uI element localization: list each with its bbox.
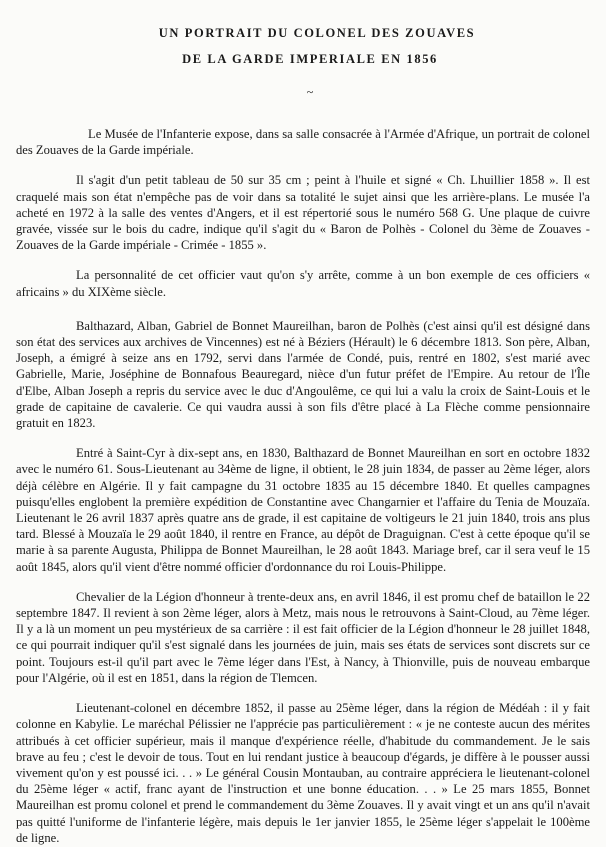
title-ornament: ~ bbox=[306, 85, 314, 99]
paragraph-early-career: Entré à Saint-Cyr à dix-sept ans, en 1830, Balthazard de Bonnet Maureilhan en sort en octobre 1832 avec le numéro 61. Sous-Lieutenant au 34ème de ligne, il obtient, le 28 juin 1834, de passer au 2ème léger, alors déjà célèbre en Algérie. Il y fait campagne du 31 octobre 1835 au 15 décembre 1840. Et quelles campagnes puisqu'elles englobent la première expédition de Constantine avec Changarnier et l'affaire du Tenia de Mouzaïa. Lieutenant le 26 avril 1837 après quatre ans de grade, il est capitaine de voltigeurs le 21 juin 1840, trois ans plus tard. Blessé à Mouzaïa le 29 août 1840, il rentre en France, au dépôt de Draguignan. C'est à cette époque qu'il se marie à sa parente Augusta, Philippa de Bonnet Maureilhan, le 28 août 1843. Mariage bref, car il sera veuf le 15 août 1845, alors qu'il vient d'être nommé officier d'ordonnance du roi Louis-Philippe. bbox=[16, 446, 590, 574]
document-subtitle: DE LA GARDE IMPERIALE EN 1856 bbox=[182, 52, 438, 66]
paragraph-painting: Il s'agit d'un petit tableau de 50 sur 35 cm ; peint à l'huile et signé « Ch. Lhuillier 1858 ». Il est craquelé mais son état n'empêche pas de voir dans sa totalité le sujet ainsi que les arrière-plans. Le musée l'a acheté en 1972 à la salle des ventes d'Angers, et il est répertorié sous le numéro 568 G. Une plaque de cuivre gravée, vissée sur le bois du cadre, indique qu'il s'agit du « Baron de Polhès - Colonel du 3ème de Zouaves - Zouaves de la Garde impériale - Crimée - 1855 ». bbox=[16, 173, 590, 253]
paragraph-personality: La personnalité de cet officier vaut qu'on s'y arrête, comme à un bon exemple de ces officiers « africains » du XIXème siècle. bbox=[16, 268, 590, 299]
paragraph-origins: Balthazard, Alban, Gabriel de Bonnet Maureilhan, baron de Polhès (c'est ainsi qu'il est désigné dans son état des services aux archives de Vincennes) est né à Béziers (Hérault) le 6 décembre 1813. Son père, Alban, Joseph, a émigré à seize ans en 1792, servi dans l'armée de Condé, puis, rentré en 1802, s'est marié avec Gabrielle, Marie, Joséphine de Bonnafous Beauregard, nièce d'un futur préfet de l'Empire. Au retour de l'Île d'Elbe, Alban Joseph a repris du service avec le duc d'Angoulême, ce qui lui a valu la croix de Saint-Louis et le grade de capitaine de cavalerie. Ce qui vaudra aussi à son fils d'être placé à La Flèche comme pensionnaire gratuit en 1823. bbox=[16, 318, 590, 431]
document-title: UN PORTRAIT DU COLONEL DES ZOUAVES bbox=[158, 26, 476, 40]
paragraph-legion-honneur: Chevalier de la Légion d'honneur à trente-deux ans, en avril 1846, il est promu chef de bataillon le 22 septembre 1847. Il revient à son 2ème léger, alors à Metz, mais nous le retrouvons à Saint-Cloud, au 7ème léger. Il y a là un moment un peu mystérieux de sa carrière : il est fait officier de la Légion d'honneur le 28 juillet 1848, ce qui pourrait indiquer qu'il s'est signalé dans les journées de juin, mais ses états de services sont discrets sur ce point. Toujours est-il qu'il part avec le 7ème léger dans l'Est, à Nancy, à Thionville, puis de nouveau embarque pour l'Algérie, où il est en 1851, dans la région de Tlemcen. bbox=[16, 589, 590, 685]
paragraph-intro: Le Musée de l'Infanterie expose, dans sa salle consacrée à l'Armée d'Afrique, un portrait de colonel des Zouaves de la Garde impériale. bbox=[16, 127, 590, 158]
paragraph-lieutenant-colonel: Lieutenant-colonel en décembre 1852, il passe au 25ème léger, dans la région de Médéah : il y fait colonne en Kabylie. Le maréchal Pélissier ne l'apprécie pas particulièrement : « je ne conteste aucun des mérites attribués à cet officier supérieur, mais il manque d'expérience réelle, d'habitude du commandement. Je le sais brave au feu ; c'est le devoir de tous. Tout en lui rendant justice à beaucoup d'égards, je diffère à le pousser aussi vivement qu'on y est poussé ici. . . » Le général Cousin Montauban, au contraire appréciera le lieutenant-colonel du 25ème léger « actif, franc ayant de l'instruction et une bonne éducation. . . » Le 25 mars 1855, Bonnet Maureilhan est promu colonel et prend le commandement du 3ème Zouaves. Il y avait vingt et un ans qu'il n'avait pas quitté l'uniforme de l'infanterie légère, mais depuis le 1er janvier 1855, le 25ème léger s'appelait le 100ème de ligne. bbox=[16, 701, 590, 845]
